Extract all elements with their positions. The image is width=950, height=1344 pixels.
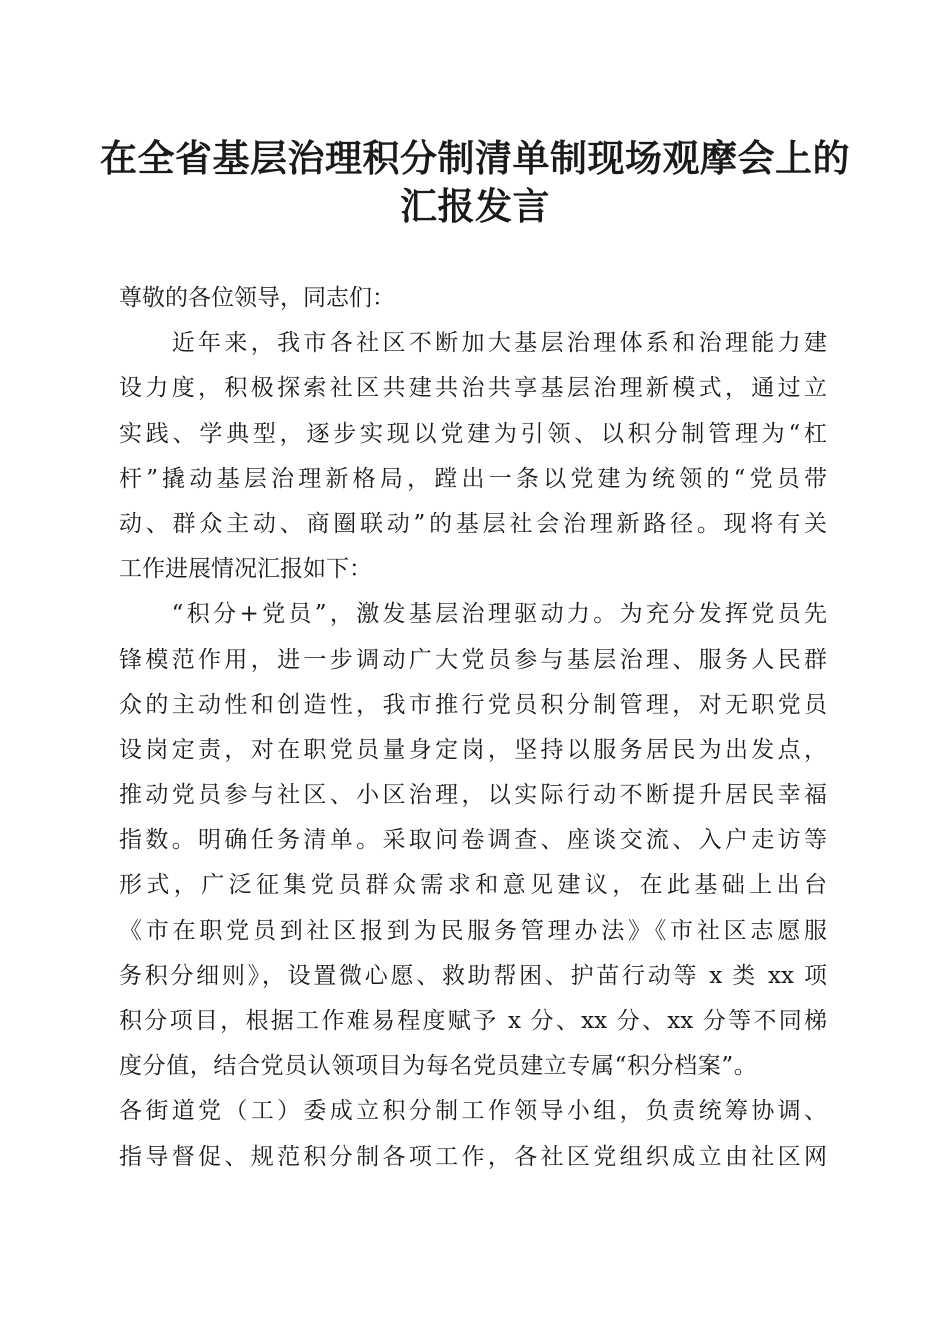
paragraph-1-line: 实践、学典型，逐步实现以党建为引领、以积分制管理为“杠 [119,420,827,447]
salutation: 尊敬的各位领导，同志们： [119,285,395,311]
paragraph-2-line: 设岗定责，对在职党员量身定岗，坚持以服务居民为出发点， [119,736,827,763]
paragraph-2-line: 各街道党（工）委成立积分制工作领导小组，负责统筹协调、 [119,1098,827,1125]
paragraph-2-line: “积分+党员”，激发基层治理驱动力。为充分发挥党员先 [119,601,827,628]
paragraph-2-line: 锋模范作用，进一步调动广大党员参与基层治理、服务人民群 [119,646,827,673]
paragraph-2 [119,592,827,1179]
paragraph-1-line: 动、群众主动、商圈联动”的基层社会治理新路径。现将有关 [119,510,827,537]
paragraph-2-line: 《市在职党员到社区报到为民服务管理办法》《市社区志愿服 [119,917,827,944]
paragraph-2-line: 务积分细则》，设置微心愿、救助帮困、护苗行动等 x 类 xx 项 [119,962,827,989]
paragraph-1-line: 工作进展情况汇报如下： [119,556,372,583]
paragraph-2-line: 指数。明确任务清单。采取问卷调查、座谈交流、入户走访等 [119,827,827,854]
paragraph-1-line: 杆”撬动基层治理新格局，蹚出一条以党建为统领的“党员带 [119,465,827,492]
paragraph-2-line: 度分值，结合党员认领项目为每名党员建立专属“积分档案”。 [119,1053,758,1080]
title-line-2: 汇报发言 [400,184,550,228]
paragraph-2-line: 指导督促、规范积分制各项工作，各社区党组织成立由社区网 [119,1143,827,1170]
title-line-1: 在全省基层治理积分制清单制现场观摩会上的 [100,136,850,180]
paragraph-2-line: 众的主动性和创造性，我市推行党员积分制管理，对无职党员 [119,691,827,718]
document-body [119,276,827,1180]
paragraph-1-line: 近年来，我市各社区不断加大基层治理体系和治理能力建 [119,330,827,357]
paragraph-2-line: 推动党员参与社区、小区治理，以实际行动不断提升居民幸福 [119,782,827,809]
paragraph-2-line: 积分项目，根据工作难易程度赋予 x 分、xx 分、xx 分等不同梯 [119,1008,827,1034]
paragraph-2-line: 形式，广泛征集党员群众需求和意见建议，在此基础上出台 [119,872,827,899]
document-title [100,134,850,230]
paragraph-1-line: 设力度，积极探索社区共建共治共享基层治理新模式，通过立 [119,375,827,402]
paragraph-1 [119,321,827,592]
